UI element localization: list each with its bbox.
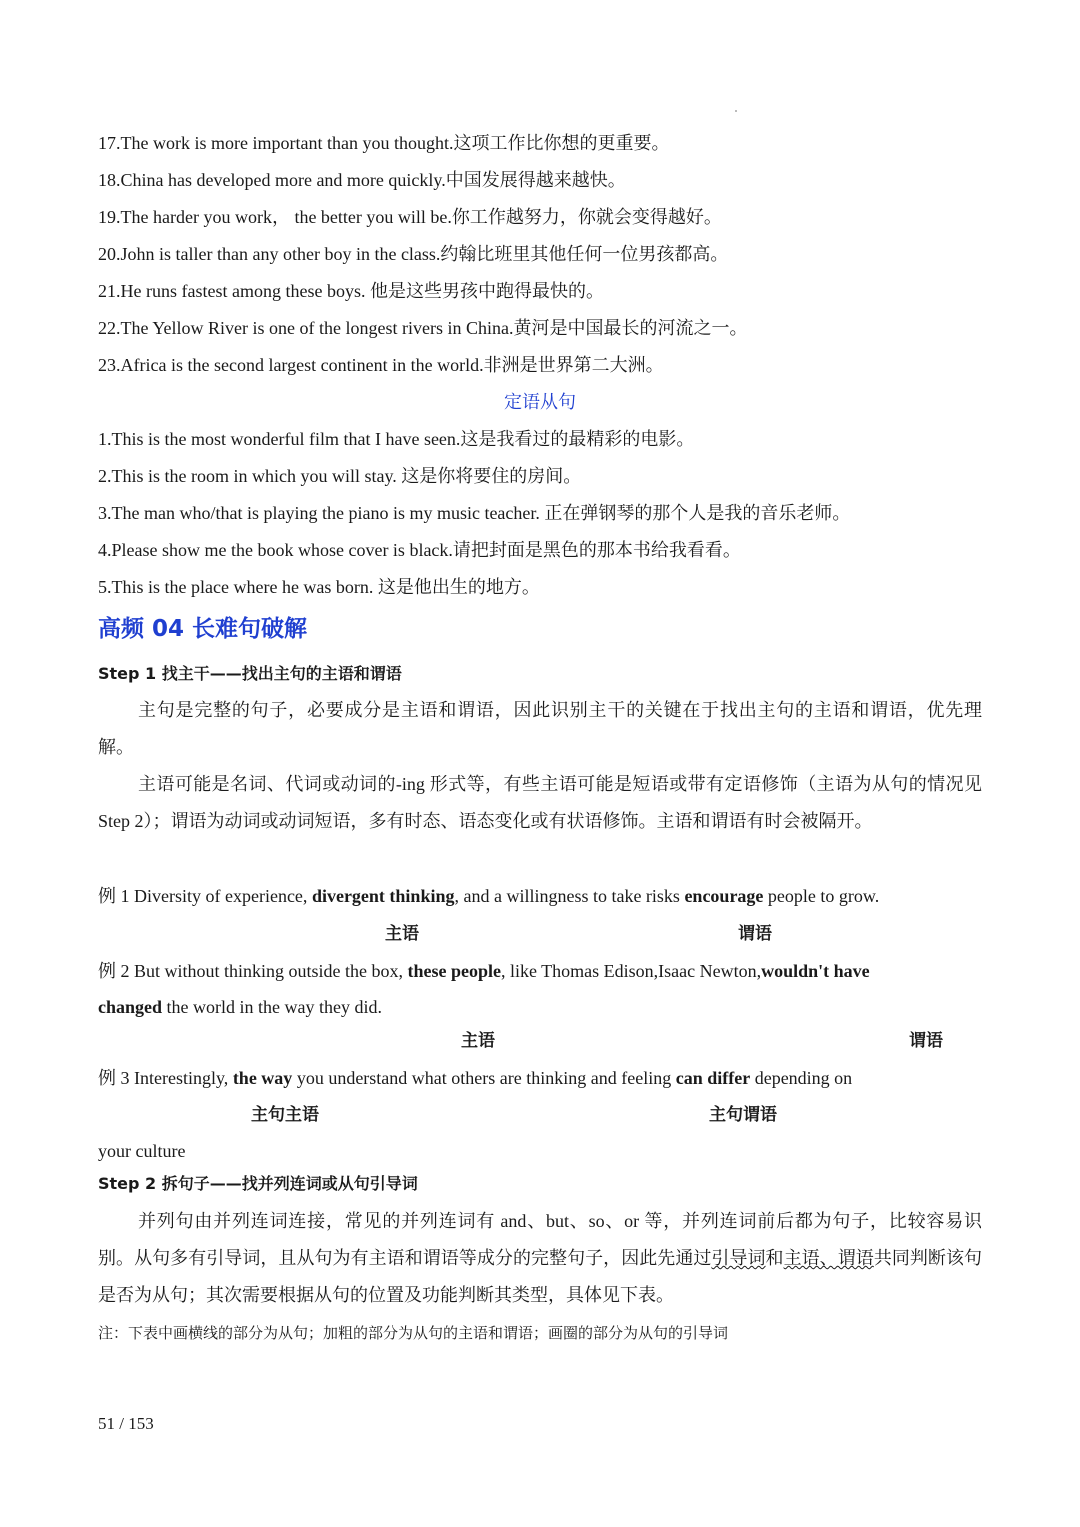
step2-text: 共同判断该句是否为从句；其次需要根据从句的位置及功能判断其类型，具体见下表。 bbox=[98, 1248, 983, 1305]
example-3-line-2: your culture bbox=[98, 1141, 186, 1161]
step1-paragraph-2: 主语可能是名词、代词或动词的-ing 形式等，有些主语可能是短语或带有定语修饰（主语为从句的情况见 Step 2）；谓语为动词或动词短语，多有时态、语态变化或有状语修饰。主语和谓语有时会被隔开。 bbox=[98, 774, 982, 831]
step2-title: Step 2 拆句子——找并列连词或从句引导词 bbox=[98, 1174, 418, 1193]
sentence-19: 19.The harder you work， the better you will be.你工作越努力，你就会变得越好。 bbox=[98, 207, 722, 227]
example-1-text: , and a willingness to take risks bbox=[454, 886, 685, 906]
page-number: 51 / 153 bbox=[98, 1414, 154, 1433]
example-3-text: you understand what others are thinking and feeling bbox=[292, 1068, 676, 1088]
example-2-predicate-label: 谓语 bbox=[909, 1031, 943, 1051]
sentence-17: 17.The work is more important than you thought.这项工作比你想的更重要。 bbox=[98, 133, 670, 153]
example-3-text: 例 3 Interestingly, bbox=[98, 1068, 233, 1088]
attributive-sentence-2: 2.This is the room in which you will stay. 这是你将要住的房间。 bbox=[98, 466, 582, 486]
example-2-text: , like Thomas Edison,Isaac Newton, bbox=[501, 961, 762, 981]
step2-text: 并列句由并列连词连接，常见的并列连词有 and、but、so、or 等，并列连词前后都为句子，比较容易识别。从句多有引导词，且从句为有主语和谓语等成分的完整句子，因此先通过 bbox=[98, 1211, 982, 1268]
scan-speck bbox=[735, 110, 737, 112]
attributive-sentence-1: 1.This is the most wonderful film that I have seen.这是我看过的最精彩的电影。 bbox=[98, 429, 695, 449]
example-3-subject-label: 主句主语 bbox=[251, 1105, 319, 1125]
example-3-subject: the way bbox=[232, 1068, 293, 1088]
step2-text: 和 bbox=[765, 1248, 784, 1268]
sentence-21: 21.He runs fastest among these boys. 他是这些男孩中跑得最快的。 bbox=[98, 281, 604, 301]
example-1-subject-label: 主语 bbox=[385, 924, 419, 944]
example-2-line-2 bbox=[98, 996, 982, 1018]
attributive-sentence-5: 5.This is the place where he was born. 这是他出生的地方。 bbox=[98, 577, 540, 597]
example-3-predicate-label: 主句谓语 bbox=[709, 1105, 777, 1125]
example-2-line-1 bbox=[98, 960, 982, 982]
example-2-predicate: wouldn't have bbox=[761, 961, 870, 981]
example-2-subject: these people bbox=[407, 961, 501, 981]
example-1-predicate-label: 谓语 bbox=[738, 924, 772, 944]
example-1-predicate: encourage bbox=[684, 886, 764, 906]
sentence-20: 20.John is taller than any other boy in the class.约翰比班里其他任何一位男孩都高。 bbox=[98, 244, 729, 264]
attributive-clause-title: 定语从句 bbox=[504, 392, 576, 412]
sentence-23: 23.Africa is the second largest continent in the world.非洲是世界第二大洲。 bbox=[98, 355, 664, 375]
step2-underlined-subject-predicate: 主语、谓语 bbox=[783, 1248, 874, 1268]
attributive-sentence-3: 3.The man who/that is playing the piano is my music teacher. 正在弹钢琴的那个人是我的音乐老师。 bbox=[98, 503, 851, 523]
sentence-18: 18.China has developed more and more quickly.中国发展得越来越快。 bbox=[98, 170, 626, 190]
step1-title: Step 1 找主干——找出主句的主语和谓语 bbox=[98, 664, 402, 683]
attributive-sentence-4: 4.Please show me the book whose cover is black.请把封面是黑色的那本书给我看看。 bbox=[98, 540, 741, 560]
example-1 bbox=[98, 885, 982, 907]
example-2-text: the world in the way they did. bbox=[162, 997, 382, 1017]
step1-paragraph-1: 主句是完整的句子，必要成分是主语和谓语，因此识别主干的关键在于找出主句的主语和谓语，优先理解。 bbox=[98, 700, 982, 757]
step2-note: 注：下表中画横线的部分为从句；加粗的部分为从句的主语和谓语；画圈的部分为从句的引导词 bbox=[98, 1324, 729, 1342]
example-3-text: depending on bbox=[750, 1068, 853, 1088]
example-1-text: people to grow. bbox=[763, 886, 880, 906]
example-3-predicate: can differ bbox=[675, 1068, 751, 1088]
example-1-text: 例 1 Diversity of experience, bbox=[98, 886, 312, 906]
example-2-text: 例 2 But without thinking outside the box, bbox=[98, 961, 408, 981]
sentence-22: 22.The Yellow River is one of the longest rivers in China.黄河是中国最长的河流之一。 bbox=[98, 318, 748, 338]
example-1-subject: divergent thinking bbox=[311, 886, 455, 906]
example-2-subject-label: 主语 bbox=[461, 1031, 495, 1051]
step2-paragraph bbox=[98, 1203, 982, 1314]
example-3 bbox=[98, 1067, 982, 1089]
section-heading: 高频 04 长难句破解 bbox=[98, 616, 308, 642]
step2-underlined-introducer: 引导词 bbox=[711, 1248, 766, 1268]
example-2-predicate-end: changed bbox=[98, 997, 163, 1017]
